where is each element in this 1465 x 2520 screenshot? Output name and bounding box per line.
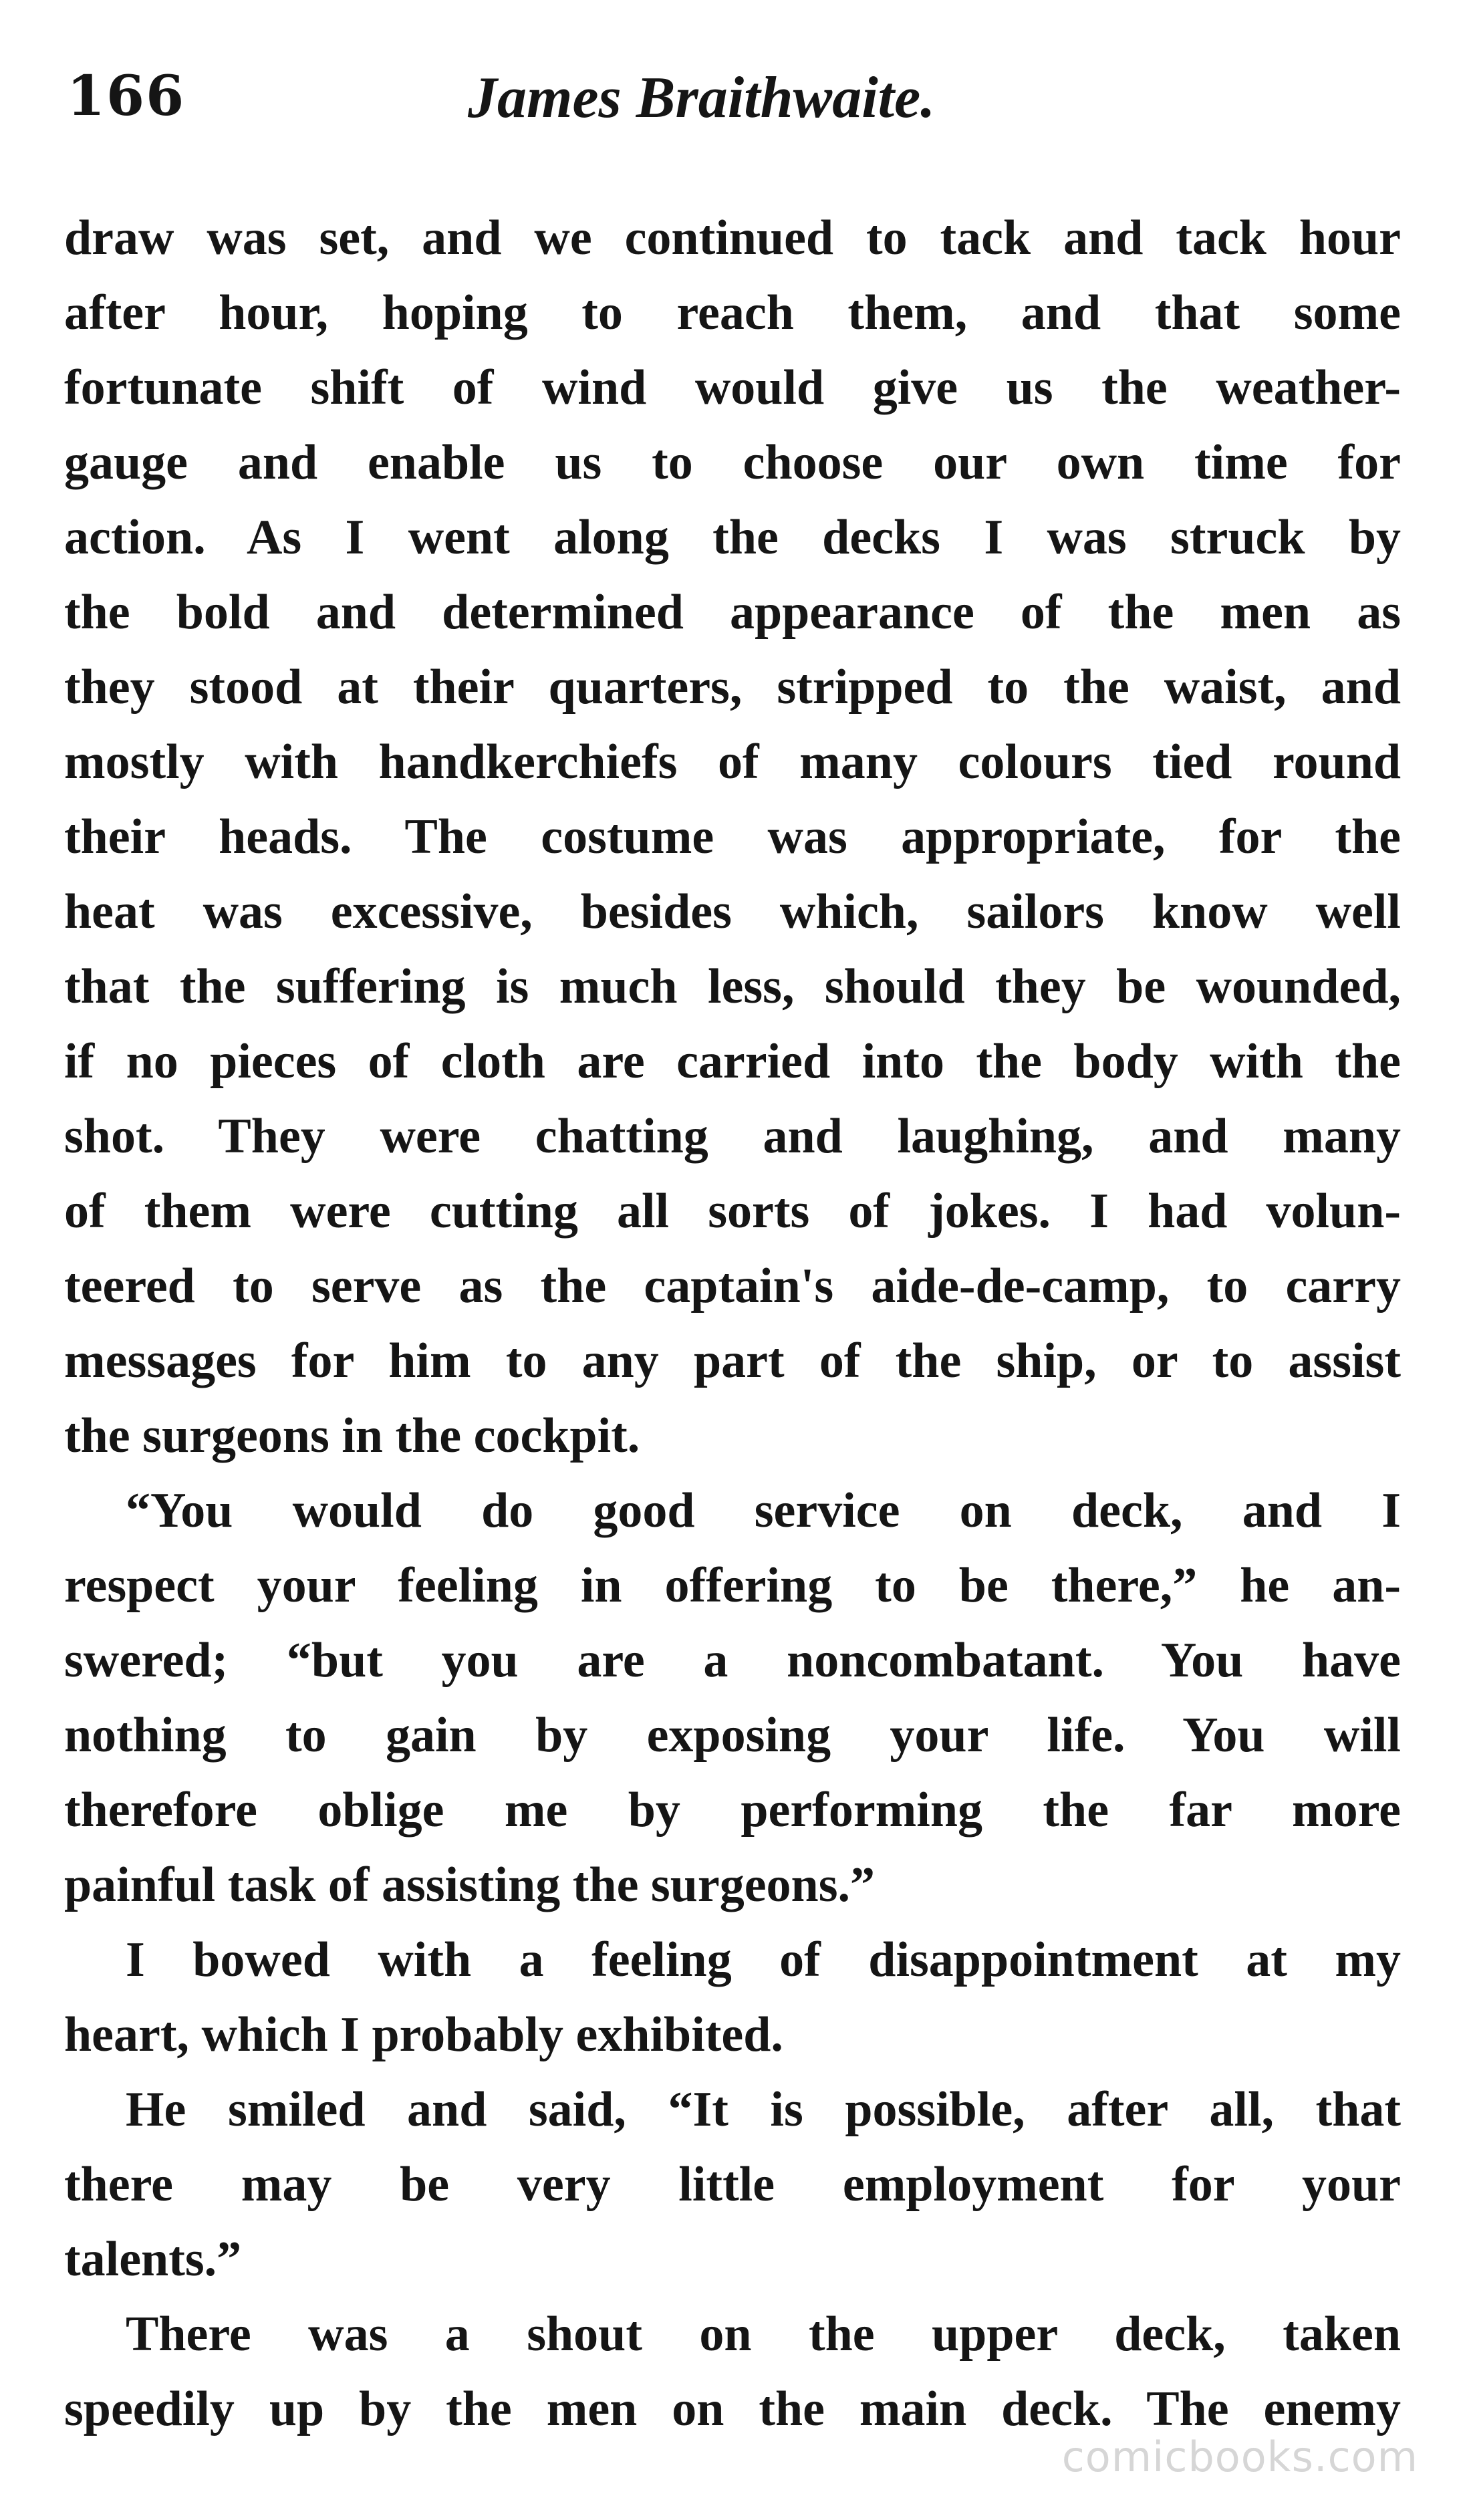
text-line: they stood at their quarters, stripped to the waist, and (64, 660, 1401, 715)
text-line: nothing to gain by exposing your life. You will (64, 1708, 1401, 1763)
text-line: There was a shout on the upper deck, taken (126, 2307, 1401, 2362)
text-line: draw was set, and we continued to tack and tack hour (64, 211, 1401, 265)
text-line: teered to serve as the captain's aide-de-camp, to carry (64, 1259, 1401, 1313)
text-line: I bowed with a feeling of disappointment at my (126, 1932, 1401, 1987)
body-text (64, 201, 1401, 2446)
text-line: the surgeons in the cockpit. (64, 1408, 640, 1463)
running-title: James Braithwaite. (468, 66, 936, 130)
page-header (67, 64, 1404, 138)
text-line: painful task of assisting the surgeons.” (64, 1858, 876, 1912)
text-line: gauge and enable us to choose our own time for (64, 435, 1401, 490)
text-line: heat was excessive, besides which, sailors know well (64, 884, 1401, 939)
text-line: there may be very little employment for your (64, 2157, 1401, 2212)
text-line: respect your feeling in offering to be there,” he an- (64, 1558, 1401, 1613)
text-line: if no pieces of cloth are carried into the body with the (64, 1034, 1401, 1089)
text-line: that the suffering is much less, should they be wounded, (64, 959, 1401, 1014)
text-line: mostly with handkerchiefs of many colours tied round (64, 735, 1401, 789)
text-line: after hour, hoping to reach them, and that some (64, 285, 1401, 340)
text-line: action. As I went along the decks I was struck by (64, 510, 1401, 565)
text-line: He smiled and said, “It is possible, after all, that (126, 2082, 1401, 2137)
text-line: messages for him to any part of the ship, or to assist (64, 1334, 1401, 1388)
text-line: speedily up by the men on the main deck. The enemy (64, 2382, 1401, 2436)
page-number: 166 (67, 64, 186, 128)
text-line: their heads. The costume was appropriate, for the (64, 809, 1401, 864)
text-line: of them were cutting all sorts of jokes. I had volun- (64, 1184, 1401, 1239)
text-line: therefore oblige me by performing the far more (64, 1783, 1401, 1838)
text-line: fortunate shift of wind would give us the weather- (64, 360, 1401, 415)
text-line: swered; “but you are a noncombatant. You have (64, 1633, 1401, 1688)
text-line: shot. They were chatting and laughing, and many (64, 1109, 1401, 1164)
watermark: comicbooks.com (1061, 2432, 1418, 2481)
text-line: heart, which I probably exhibited. (64, 2007, 783, 2062)
text-line: the bold and determined appearance of the men as (64, 585, 1401, 640)
text-line: talents.” (64, 2232, 242, 2287)
text-line: “You would do good service on deck, and I (126, 1483, 1401, 1538)
